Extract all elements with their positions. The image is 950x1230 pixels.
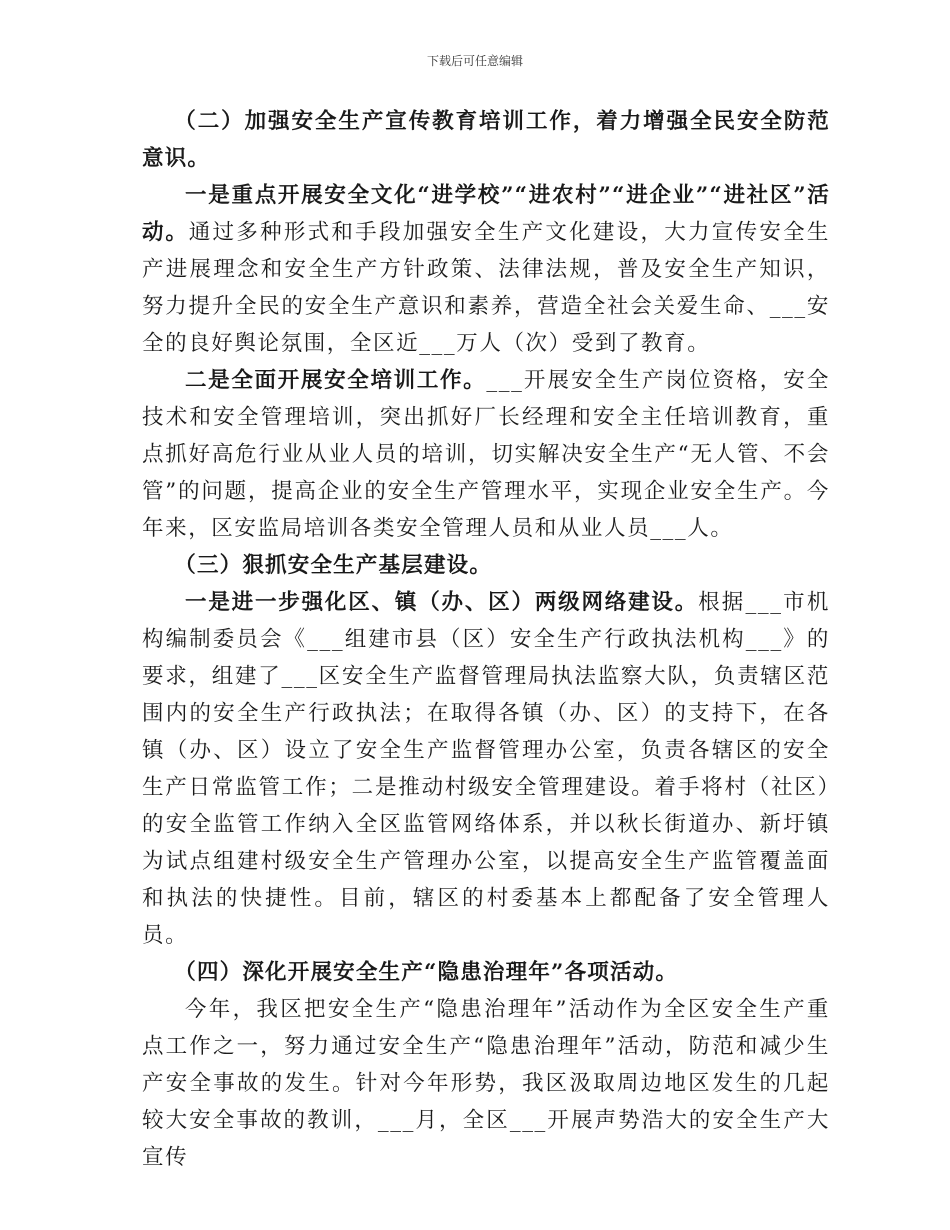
paragraph-lead: 二是全面开展安全培训工作。: [185, 368, 487, 393]
paragraph-lead: 一是重点开展安全文化“进学校”“进农村”“进企业”“进社区”活动。: [142, 183, 830, 245]
section-heading-2: [142, 103, 830, 177]
section-heading-text: （二）加强安全生产宣传教育培训工作，着力增强全民安全防范意识。: [142, 109, 830, 171]
section-heading-text: （四）深化开展安全生产“隐患治理年”各项活动。: [174, 960, 679, 985]
page-header: 下载后可任意编辑: [426, 54, 523, 68]
paragraph-body: 根据___市机构编制委员会《___组建市县（区）安全生产行政执法机构___》的要求，组建了___区安全生产监督管理局执法监察大队，负责辖区范围内的安全生产行政执法；在取得各镇（办、区）的支持下，在各镇（办、区）设立了安全生产监督管理办公室，负责各辖区的安全生产日常监管工作；二是推动村级安全管理建设。着手将村（社区）的安全监管工作纳入全区监管网络体系，并以秋长街道办、新圩镇为试点组建村级安全生产管理办公室，以提高安全生产监管覆盖面和执法的快捷性。目前，辖区的村委基本上都配备了安全管理人员。: [142, 590, 830, 948]
paragraph-body: 今年，我区把安全生产“隐患治理年”活动作为全区安全生产重点工作之一，努力通过安全生产“隐患治理年”活动，防范和减少生产安全事故的发生。针对今年形势，我区汲取周边地区发生的几起较大安全事故的教训，___月，全区___开展声势浩大的安全生产大宣传: [142, 997, 830, 1170]
paragraph-body: ___开展安全生产岗位资格，安全技术和安全管理培训，突出抓好厂长经理和安全主任培训教育，重点抓好高危行业从业人员的培训，切实解决安全生产“无人管、不会管”的问题，提高企业的安全生产管理水平，实现企业安全生产。今年来，区安监局培训各类安全管理人员和从业人员___人。: [142, 368, 830, 541]
paragraph-safety-culture: [142, 177, 830, 362]
section-heading-4: [142, 954, 830, 991]
paragraph-hazard-year: [142, 991, 830, 1176]
section-heading-3: [142, 547, 830, 584]
section-heading-text: （三）狠抓安全生产基层建设。: [174, 553, 493, 578]
paragraph-network-building: [142, 584, 830, 954]
paragraph-lead: 一是进一步强化区、镇（办、区）两级网络建设。: [185, 590, 699, 615]
document-body: [142, 103, 830, 1176]
paragraph-safety-training: [142, 362, 830, 547]
paragraph-body: 通过多种形式和手段加强安全生产文化建设，大力宣传安全生产进展理念和安全生产方针政策、法律法规，普及安全生产知识，努力提升全民的安全生产意识和素养，营造全社会关爱生命、___安全的良好舆论氛围，全区近___万人（次）受到了教育。: [142, 220, 830, 356]
